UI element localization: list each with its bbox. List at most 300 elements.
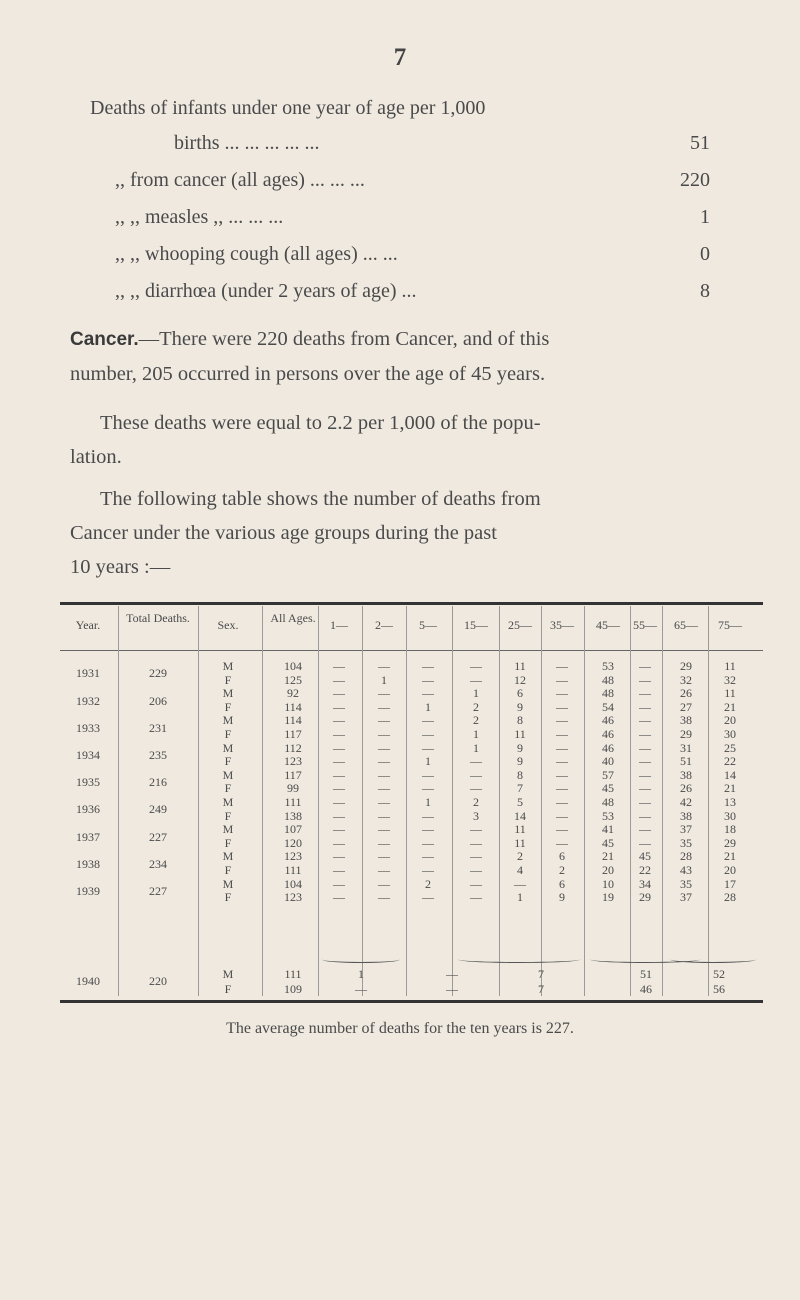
table-cell-g15-45: 7 xyxy=(538,967,544,981)
table-cell-g45: 20 xyxy=(602,863,614,877)
table-cell-g75: 13 xyxy=(724,795,736,809)
table-cell-all: 123 xyxy=(284,754,302,769)
table-cell-g35: — xyxy=(556,699,568,714)
cancer-line1: —There were 220 deaths from Cancer, and of this xyxy=(138,328,550,350)
column-divider xyxy=(362,606,363,996)
table-cell-g65: 28 xyxy=(680,849,692,864)
header-age-25: 25— xyxy=(508,618,532,632)
table-cell-g55: — xyxy=(639,754,651,769)
table-cell-g45: 41 xyxy=(602,822,614,837)
table-cell-g15: — xyxy=(470,672,482,687)
table-cell-g55: — xyxy=(639,781,651,796)
table-cell-g1: — xyxy=(333,876,345,891)
table-cell-g15: — xyxy=(470,876,482,891)
stat-measles xyxy=(90,203,740,231)
table-cell-g1: — xyxy=(333,727,345,741)
table-cell-g1: — xyxy=(333,890,345,905)
header-age-35: 35— xyxy=(550,618,574,632)
table-cell-g2: — xyxy=(378,659,390,673)
stat-value: 51 xyxy=(690,132,710,154)
table-cell-sex: F xyxy=(224,863,232,877)
table-cell-g35: — xyxy=(556,740,568,755)
table-cell-sex: M xyxy=(222,822,234,837)
table-cell-g25: 9 xyxy=(517,699,523,714)
table-cell-g55: — xyxy=(639,808,651,823)
table-cell-g5: — xyxy=(422,740,434,755)
table-cell-total: 235 xyxy=(149,748,167,763)
table-cell-g65: 27 xyxy=(680,699,692,714)
table-cell-g75: 30 xyxy=(724,808,736,823)
table-cell-g15: 1 xyxy=(473,727,479,741)
table-cell-g65: 38 xyxy=(680,713,692,728)
table-cell-year: 1937 xyxy=(76,829,100,844)
table-cell-g75: 14 xyxy=(724,767,736,782)
table-cell-g55: 22 xyxy=(639,863,651,877)
table-cell-g1: — xyxy=(333,781,345,796)
column-divider xyxy=(452,606,453,996)
cancer-line2: number, 205 occurred in persons over the age of 45 years. xyxy=(70,363,546,385)
table-cell-g55: — xyxy=(639,727,651,741)
table-cell-g2: — xyxy=(378,754,390,769)
table-cell-g55: 29 xyxy=(639,890,651,905)
stat-label: ,, ,, measles ,, ... ... ... xyxy=(115,206,284,228)
table-cell-g35: — xyxy=(556,713,568,728)
table-cell-g45: 54 xyxy=(602,699,614,714)
table-cell-total: 249 xyxy=(149,802,167,817)
table-cell-total: 216 xyxy=(149,775,167,790)
stat-infant-deaths-heading xyxy=(90,94,740,122)
stat-label: births ... ... ... ... ... xyxy=(174,132,320,154)
table-cell-g75: 21 xyxy=(724,849,736,864)
table-cell-sex: F xyxy=(224,781,232,796)
table-cell-g1-5: 1 xyxy=(358,967,364,981)
table-cell-g45: 45 xyxy=(602,781,614,796)
stat-whooping-cough xyxy=(90,240,740,268)
stat-cancer xyxy=(90,166,740,194)
table-cell-g45: 46 xyxy=(602,713,614,728)
table-cell-g25: 1 xyxy=(517,890,523,905)
table-cell-g15: 2 xyxy=(473,795,479,809)
table-cell-g15: 2 xyxy=(473,713,479,728)
table-cell-total: 227 xyxy=(149,829,167,844)
table-cell-sex: M xyxy=(222,967,234,981)
table-cell-g1: — xyxy=(333,713,345,728)
table-cell-sex: M xyxy=(222,659,234,673)
table-cell-sex: M xyxy=(222,767,234,782)
table-cell-year: 1931 xyxy=(76,666,100,681)
table-cell-g65: 42 xyxy=(680,795,692,809)
table-cell-g55: 45 xyxy=(639,849,651,864)
table-cell-sex: F xyxy=(224,982,232,996)
table-cell-all: 111 xyxy=(284,967,302,981)
table-cell-g5: — xyxy=(422,835,434,850)
table-cell-g55: — xyxy=(639,795,651,809)
table-cell-g5: 1 xyxy=(425,754,431,769)
table-cell-g65: 29 xyxy=(680,727,692,741)
table-cell-g45: 21 xyxy=(602,849,614,864)
table-cell-g75: 11 xyxy=(724,686,736,701)
stat-value: 8 xyxy=(700,280,710,302)
table-cell-g35: — xyxy=(556,835,568,850)
table-cell-all: 114 xyxy=(284,713,302,728)
table-cell-g2: — xyxy=(378,740,390,755)
table-cell-g35: — xyxy=(556,808,568,823)
table-cell-g2: — xyxy=(378,713,390,728)
table-cell-g45: 46 xyxy=(602,727,614,741)
stat-label: ,, ,, whooping cough (all ages) ... ... xyxy=(115,243,398,265)
table-cell-g5: — xyxy=(422,822,434,837)
table-cell-g15: — xyxy=(470,863,482,877)
table-cell-g1: — xyxy=(333,835,345,850)
table-cell-g75: 20 xyxy=(724,863,736,877)
table-cell-g55: — xyxy=(639,672,651,687)
table-cell-g1: — xyxy=(333,808,345,823)
table-cell-g15: — xyxy=(470,849,482,864)
stat-label: ,, ,, diarrhœa (under 2 years of age) ... xyxy=(115,280,417,302)
table-cell-g1: — xyxy=(333,672,345,687)
table-cell-g75: 18 xyxy=(724,822,736,837)
table-cell-g55: — xyxy=(639,713,651,728)
column-divider xyxy=(406,606,407,996)
table-cell-sex: F xyxy=(224,808,232,823)
table-bottom-rule xyxy=(60,1000,763,1003)
header-all-ages: All Ages. xyxy=(270,611,316,625)
intro-line1: The following table shows the number of deaths from xyxy=(100,488,541,510)
header-age-55: 55— xyxy=(633,618,657,632)
table-cell-sex: F xyxy=(224,672,232,687)
table-cell-g75: 28 xyxy=(724,890,736,905)
table-cell-sex: F xyxy=(224,890,232,905)
stat-value: 0 xyxy=(700,243,710,265)
column-divider xyxy=(198,606,199,996)
stat-births xyxy=(90,129,740,157)
table-cell-all: 117 xyxy=(284,767,302,782)
table-cell-g65: 37 xyxy=(680,822,692,837)
table-cell-g75: 30 xyxy=(724,727,736,741)
table-cell-g25: 5 xyxy=(517,795,523,809)
table-cell-all: 123 xyxy=(284,849,302,864)
brace-15-45 xyxy=(458,956,580,963)
table-cell-g2: — xyxy=(378,835,390,850)
header-age-75: 75— xyxy=(718,618,742,632)
table-cell-g65: 35 xyxy=(680,876,692,891)
table-cell-g55: 34 xyxy=(639,876,651,891)
table-cell-g25: 11 xyxy=(514,659,526,673)
table-cell-all: 104 xyxy=(284,876,302,891)
table-cell-all: 111 xyxy=(284,795,302,809)
table-cell-all: 112 xyxy=(284,740,302,755)
table-cell-g45: 48 xyxy=(602,686,614,701)
table-cell-g25: 11 xyxy=(514,822,526,837)
table-cell-sex: M xyxy=(222,876,234,891)
table-cell-g45: 48 xyxy=(602,672,614,687)
table-cell-g2: — xyxy=(378,727,390,741)
table-cell-g75: 11 xyxy=(724,659,736,673)
table-cell-g75: 21 xyxy=(724,699,736,714)
table-cell-g35: 6 xyxy=(559,849,565,864)
table-cell-g5: — xyxy=(422,659,434,673)
footnote: The average number of deaths for the ten years is 227. xyxy=(226,1020,574,1037)
table-cell-g5: 1 xyxy=(425,699,431,714)
table-cell-g55: — xyxy=(639,740,651,755)
table-cell-g25: 9 xyxy=(517,740,523,755)
rate-line2: lation. xyxy=(70,446,122,468)
table-cell-g65: 37 xyxy=(680,890,692,905)
table-cell-g5: 2 xyxy=(425,876,431,891)
table-cell-g55: — xyxy=(639,835,651,850)
table-cell-g65: 38 xyxy=(680,808,692,823)
table-cell-total: 220 xyxy=(149,974,167,988)
table-cell-all: 107 xyxy=(284,822,302,837)
table-cell-g75: 25 xyxy=(724,740,736,755)
stat-value: 220 xyxy=(680,169,710,191)
table-cell-all: 109 xyxy=(284,982,302,996)
table-cell-g25: 12 xyxy=(514,672,526,687)
table-cell-g65: 31 xyxy=(680,740,692,755)
table-cell-g2: — xyxy=(378,767,390,782)
table-cell-g25: 6 xyxy=(517,686,523,701)
table-cell-all: 117 xyxy=(284,727,302,741)
table-cell-g55: — xyxy=(639,822,651,837)
table-cell-year: 1935 xyxy=(76,775,100,790)
table-cell-g65: 32 xyxy=(680,672,692,687)
table-cell-g35: — xyxy=(556,767,568,782)
table-cell-g5-15: — xyxy=(446,967,458,981)
table-cell-g15: — xyxy=(470,781,482,796)
table-cell-g65: 51 xyxy=(680,754,692,769)
table-cell-g15: 1 xyxy=(473,740,479,755)
table-cell-g25: 11 xyxy=(514,727,526,741)
table-cell-sex: M xyxy=(222,740,234,755)
page-number: 7 xyxy=(393,44,407,71)
table-cell-g75: 17 xyxy=(724,876,736,891)
table-cell-g65: 35 xyxy=(680,835,692,850)
column-divider xyxy=(118,606,119,996)
table-cell-g75: 22 xyxy=(724,754,736,769)
table-cell-g15: — xyxy=(470,822,482,837)
header-age-45: 45— xyxy=(596,618,620,632)
table-cell-g25: 7 xyxy=(517,781,523,796)
table-cell-total: 227 xyxy=(149,884,167,899)
table-cell-g45-65: 46 xyxy=(640,982,652,996)
table-cell-g25: 8 xyxy=(517,713,523,728)
table-cell-g5: — xyxy=(422,686,434,701)
table-cell-year: 1939 xyxy=(76,884,100,899)
table-cell-all: 123 xyxy=(284,890,302,905)
table-cell-g45: 46 xyxy=(602,740,614,755)
table-cell-g1: — xyxy=(333,754,345,769)
column-divider xyxy=(708,606,709,996)
table-cell-g5: 1 xyxy=(425,795,431,809)
table-cell-year: 1940 xyxy=(76,974,100,988)
header-age-65: 65— xyxy=(674,618,698,632)
table-cell-g1: — xyxy=(333,822,345,837)
table-cell-sex: M xyxy=(222,795,234,809)
rate-paragraph xyxy=(70,406,735,474)
table-cell-g55: — xyxy=(639,767,651,782)
table-cell-all: 104 xyxy=(284,659,302,673)
table-cell-g35: 2 xyxy=(559,863,565,877)
intro-line2: Cancer under the various age groups during the past xyxy=(70,522,497,544)
table-cell-g15: 3 xyxy=(473,808,479,823)
table-cell-all: 125 xyxy=(284,672,302,687)
table-cell-g45-65: 51 xyxy=(640,967,652,981)
table-cell-g2: — xyxy=(378,822,390,837)
table-cell-g25: 4 xyxy=(517,863,523,877)
table-cell-g35: 6 xyxy=(559,876,565,891)
table-cell-g55: — xyxy=(639,659,651,673)
table-cell-g35: — xyxy=(556,822,568,837)
table-cell-g15: — xyxy=(470,890,482,905)
brace-65 xyxy=(670,956,756,963)
table-cell-sex: F xyxy=(224,727,232,741)
table-cell-sex: F xyxy=(224,754,232,769)
table-cell-g15-45: 7 xyxy=(538,982,544,996)
table-cell-g35: — xyxy=(556,754,568,769)
table-cell-g1: — xyxy=(333,849,345,864)
table-cell-g5: — xyxy=(422,672,434,687)
header-sex: Sex. xyxy=(217,618,239,632)
header-age-2: 2— xyxy=(375,618,393,632)
rate-line1: These deaths were equal to 2.2 per 1,000 of the popu- xyxy=(100,412,541,434)
table-cell-g1: — xyxy=(333,659,345,673)
table-cell-all: 92 xyxy=(287,686,299,701)
table-cell-g5: — xyxy=(422,713,434,728)
table-cell-g15: 1 xyxy=(473,686,479,701)
table-cell-total: 231 xyxy=(149,720,167,735)
table-cell-year: 1938 xyxy=(76,856,100,871)
stat-label: ,, from cancer (all ages) ... ... ... xyxy=(115,169,365,191)
stat-value: 1 xyxy=(700,206,710,228)
table-cell-g45: 57 xyxy=(602,767,614,782)
table-cell-sex: F xyxy=(224,835,232,850)
table-cell-year: 1933 xyxy=(76,720,100,735)
table-cell-sex: F xyxy=(224,699,232,714)
table-cell-g65: 52 xyxy=(713,967,725,981)
cancer-paragraph xyxy=(70,322,735,391)
table-cell-g55: — xyxy=(639,686,651,701)
table-cell-g35: — xyxy=(556,727,568,741)
table-cell-g1: — xyxy=(333,795,345,809)
table-cell-sex: M xyxy=(222,686,234,701)
brace-1-5 xyxy=(322,956,400,963)
table-cell-year: 1932 xyxy=(76,693,100,708)
table-cell-g15: — xyxy=(470,754,482,769)
table-cell-g75: 32 xyxy=(724,672,736,687)
table-cell-g65: 29 xyxy=(680,659,692,673)
table-cell-g55: — xyxy=(639,699,651,714)
table-cell-total: 234 xyxy=(149,856,167,871)
table-cell-g5: — xyxy=(422,767,434,782)
table-cell-g25: — xyxy=(514,876,526,891)
table-cell-g2: — xyxy=(378,808,390,823)
table-cell-g35: — xyxy=(556,672,568,687)
table-cell-all: 120 xyxy=(284,835,302,850)
header-age-15: 15— xyxy=(464,618,488,632)
column-divider xyxy=(584,606,585,996)
table-cell-g75: 21 xyxy=(724,781,736,796)
table-cell-g5: — xyxy=(422,727,434,741)
table-cell-year: 1936 xyxy=(76,802,100,817)
table-cell-sex: M xyxy=(222,713,234,728)
table-cell-g65: 26 xyxy=(680,686,692,701)
table-cell-g1: — xyxy=(333,740,345,755)
cancer-lead: Cancer. xyxy=(70,329,139,350)
table-cell-g2: — xyxy=(378,876,390,891)
table-cell-g65: 26 xyxy=(680,781,692,796)
table-top-rule xyxy=(60,602,763,605)
table-cell-total: 229 xyxy=(149,666,167,681)
table-cell-g45: 10 xyxy=(602,876,614,891)
header-year: Year. xyxy=(75,618,101,632)
table-cell-g15: 2 xyxy=(473,699,479,714)
table-cell-g45: 45 xyxy=(602,835,614,850)
table-cell-g35: — xyxy=(556,795,568,809)
table-cell-g2: — xyxy=(378,863,390,877)
table-cell-g25: 11 xyxy=(514,835,526,850)
table-cell-g1: — xyxy=(333,767,345,782)
table-cell-g65: 38 xyxy=(680,767,692,782)
table-cell-total: 206 xyxy=(149,693,167,708)
table-intro-paragraph xyxy=(70,482,735,584)
table-cell-g45: 53 xyxy=(602,659,614,673)
table-cell-g35: — xyxy=(556,686,568,701)
table-cell-g45: 53 xyxy=(602,808,614,823)
table-cell-g2: — xyxy=(378,890,390,905)
table-cell-all: 111 xyxy=(284,863,302,877)
table-cell-g15: — xyxy=(470,659,482,673)
table-cell-g2: — xyxy=(378,849,390,864)
header-age-1: 1— xyxy=(330,618,348,632)
table-cell-g45: 19 xyxy=(602,890,614,905)
table-cell-all: 138 xyxy=(284,808,302,823)
table-cell-g65: 43 xyxy=(680,863,692,877)
table-cell-g15: — xyxy=(470,835,482,850)
table-cell-all: 114 xyxy=(284,699,302,714)
table-cell-g2: — xyxy=(378,795,390,809)
table-cell-year: 1934 xyxy=(76,748,100,763)
table-cell-g45: 40 xyxy=(602,754,614,769)
table-cell-g25: 9 xyxy=(517,754,523,769)
table-cell-g5: — xyxy=(422,781,434,796)
table-cell-g25: 8 xyxy=(517,767,523,782)
table-cell-g1-5: — xyxy=(355,982,367,996)
table-cell-g35: — xyxy=(556,659,568,673)
table-cell-g2: — xyxy=(378,686,390,701)
table-cell-g35: — xyxy=(556,781,568,796)
intro-line3: 10 years :— xyxy=(70,556,171,578)
table-cell-g25: 2 xyxy=(517,849,523,864)
table-cell-g2: — xyxy=(378,781,390,796)
header-total: Total Deaths. xyxy=(126,611,190,625)
table-cell-g1: — xyxy=(333,863,345,877)
table-cell-g5: — xyxy=(422,863,434,877)
table-cell-g15: — xyxy=(470,767,482,782)
table-cell-g45: 48 xyxy=(602,795,614,809)
table-cell-g5: — xyxy=(422,808,434,823)
table-cell-g5-15: — xyxy=(446,982,458,996)
table-cell-sex: M xyxy=(222,849,234,864)
header-age-5: 5— xyxy=(419,618,437,632)
table-cell-g1: — xyxy=(333,686,345,701)
table-header-rule xyxy=(60,650,763,651)
table-cell-g35: 9 xyxy=(559,890,565,905)
table-cell-g1: — xyxy=(333,699,345,714)
table-cell-g65: 56 xyxy=(713,982,725,996)
table-cell-all: 99 xyxy=(287,781,299,796)
stat-label: Deaths of infants under one year of age per 1,000 xyxy=(90,97,486,119)
stat-diarrhoea xyxy=(90,277,740,305)
